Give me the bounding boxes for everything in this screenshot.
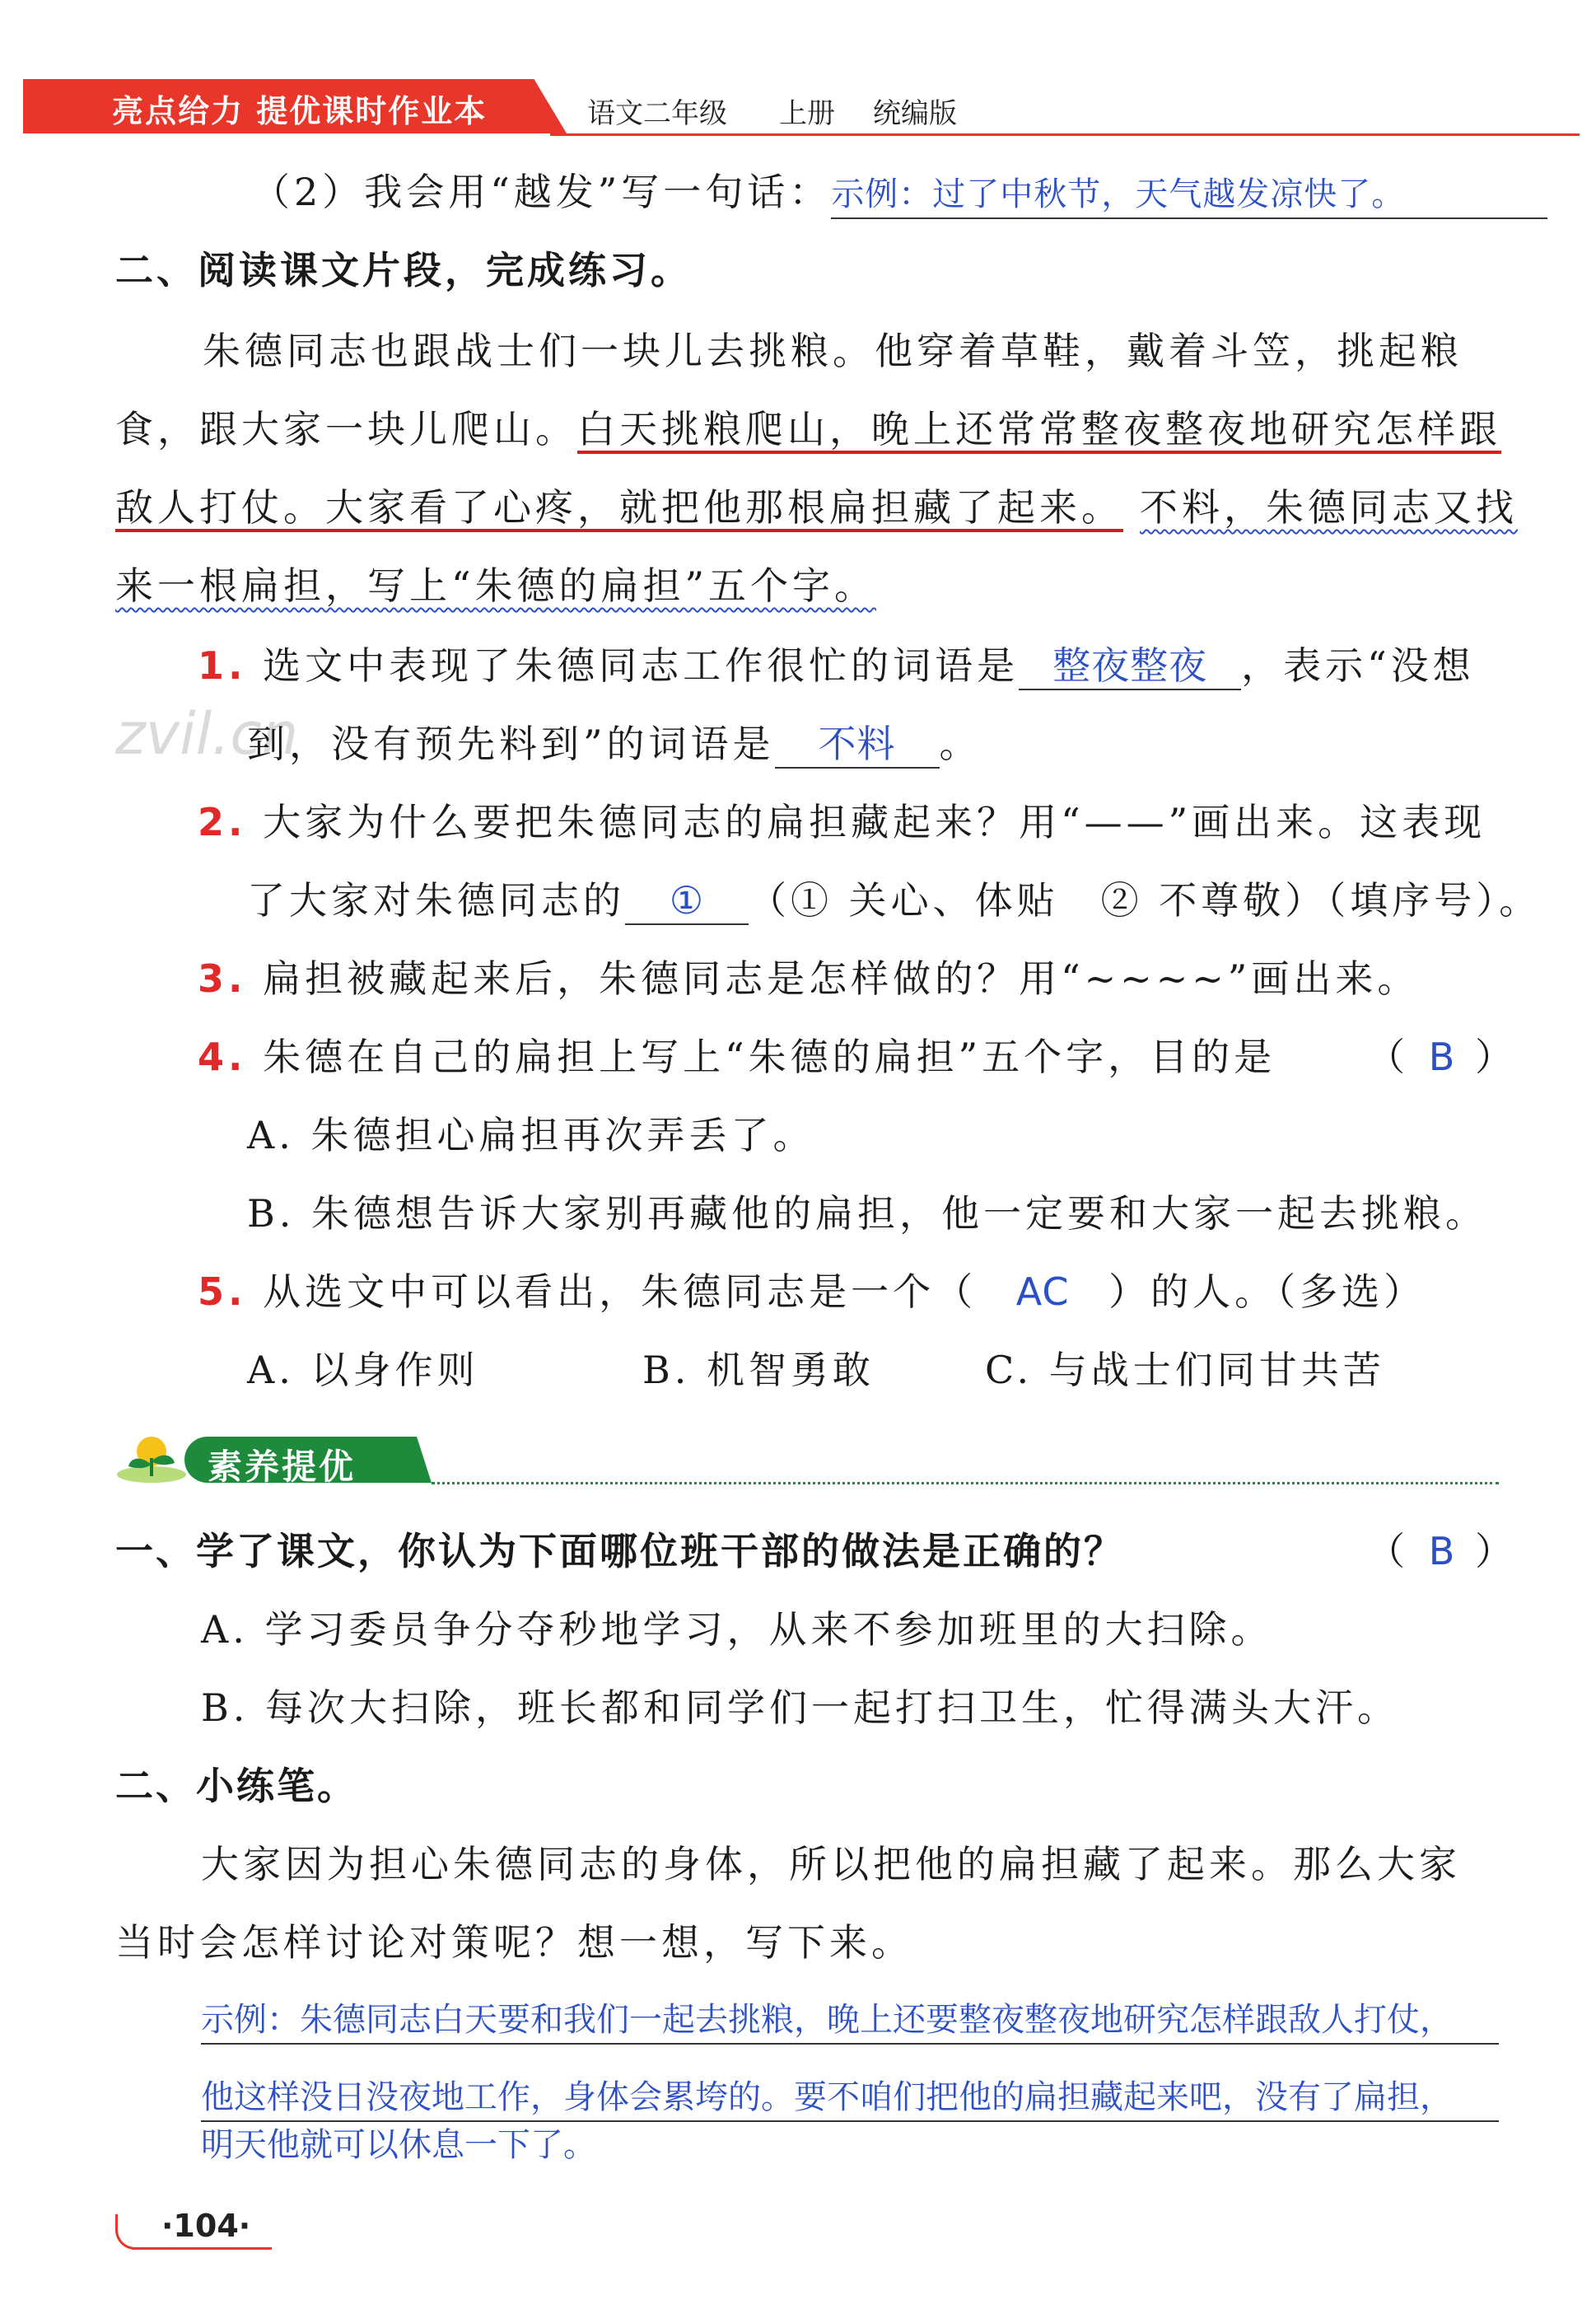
question-2-number: 2. [198, 800, 247, 844]
question-3-number: 3. [198, 956, 247, 1001]
question-4-paren-left: （ [1367, 1035, 1409, 1079]
section2-heading: 二、阅读课文片段，完成练习。 [115, 248, 692, 292]
suyang-q1-option-b: B. 每次大扫除，班长都和同学们一起打扫卫生，忙得满头大汗。 [201, 1685, 1400, 1730]
passage-line-3 [115, 484, 1518, 531]
question-1-text-a: 选文中表现了朱德同志工作很忙的词语是 [263, 643, 1020, 688]
question-1-answer-a: 整夜整夜 [1019, 643, 1241, 690]
suyang-q1-answer: B [1428, 1529, 1456, 1573]
suyang-q1-answer-paren [1367, 1528, 1517, 1574]
question-4-text: 朱德在自己的扁担上写上“朱德的扁担”五个字，目的是 [263, 1035, 1276, 1079]
question-2-line-1 [198, 799, 1486, 845]
suyang-q2-answer-line-3: 明天他就可以休息一下了。 [201, 2126, 596, 2164]
question-5-option-b: B. 机智勇敢 [642, 1348, 875, 1392]
question-1-number: 1. [198, 643, 247, 688]
footer [115, 2204, 280, 2254]
question-1-line-1 [198, 643, 1475, 690]
header-subject: 语文二年级 [587, 97, 727, 130]
question-4-option-a: A. 朱德担心扁担再次弄丢了。 [247, 1113, 815, 1157]
passage-red-2: 白天挑粮爬山，晚上还常常整夜整夜地研究怎样跟 [577, 407, 1501, 451]
passage-line-2 [115, 406, 1501, 452]
question-1-text-d: 。 [939, 722, 982, 766]
passage-red-3: 敌人打仗。大家看了心疼，就把他那根扁担藏了起来。 [115, 485, 1123, 530]
page-number: ·104· [161, 2208, 251, 2244]
passage-line-1: 朱德同志也跟战士们一块儿去挑粮。他穿着草鞋，戴着斗笠，挑起粮 [203, 329, 1463, 373]
question-1-answer-b: 不料 [775, 721, 940, 769]
suyang-banner-label: 素养提优 [208, 1447, 357, 1487]
question-1-line-2 [247, 721, 982, 769]
question-4-line [198, 1034, 1276, 1080]
suyang-q2-answer-line-2: 他这样没日没夜地工作，身体会累垮的。要不咱们把他的扁担藏起来吧，没有了扁担， [201, 2074, 1499, 2122]
footer-rule [132, 2247, 272, 2250]
question-5-line [198, 1269, 1426, 1315]
question-4-answer-paren [1367, 1034, 1517, 1080]
header-bar [23, 79, 1580, 135]
passage-line-4 [115, 563, 876, 609]
header-edition: 统编版 [873, 97, 957, 130]
question-2-answer: ① [625, 877, 749, 925]
top-item-prefix: （2）我会用“越发”写一句话： [252, 170, 832, 214]
question-2-text-c: （① 关心、体贴 ② 不尊敬）（填序号）。 [749, 878, 1542, 923]
question-5-answer: AC [1015, 1269, 1070, 1314]
watermark: zvil.cn [115, 700, 299, 768]
question-5-text-a: 从选文中可以看出，朱德同志是一个（ [263, 1269, 978, 1314]
passage-wavy-4: 来一根扁担，写上“朱德的扁担”五个字。 [115, 563, 877, 608]
suyang-q2-heading: 二、小练笔。 [115, 1764, 357, 1808]
question-2-line-2 [247, 877, 1541, 925]
top-item-answer: 示例：过了中秋节，天气越发凉快了。 [831, 171, 1547, 219]
suyang-banner-dotted-line [432, 1482, 1499, 1484]
question-4-paren-right: ） [1475, 1035, 1517, 1079]
suyang-q1-paren-left: （ [1367, 1529, 1409, 1573]
header-brand: 亮点给力 提优课时作业本 [112, 93, 488, 129]
sprout-icon [115, 1433, 189, 1486]
header-volume: 上册 [779, 97, 835, 130]
question-5-number: 5. [198, 1269, 247, 1314]
question-4-answer: B [1428, 1035, 1456, 1079]
suyang-q1-paren-right: ） [1475, 1529, 1517, 1573]
question-4-option-b: B. 朱德想告诉大家别再藏他的扁担，他一定要和大家一起去挑粮。 [247, 1191, 1488, 1236]
question-3-line [198, 956, 1419, 1002]
question-5-option-c: C. 与战士们同甘共苦 [985, 1348, 1385, 1392]
top-item [252, 169, 1547, 219]
suyang-q1-heading: 一、学了课文，你认为下面哪位班干部的做法是正确的？ [115, 1529, 1124, 1573]
question-2-text-b: 了大家对朱德同志的 [247, 878, 625, 923]
passage-wavy-3: 不料，朱德同志又找 [1140, 485, 1518, 530]
question-5-text-b: ）的人。（多选） [1108, 1269, 1426, 1314]
question-4-number: 4. [198, 1035, 247, 1079]
suyang-q1-option-a: A. 学习委员争分夺秒地学习，从来不参加班里的大扫除。 [201, 1607, 1273, 1652]
question-2-text-a: 大家为什么要把朱德同志的扁担藏起来？用“——”画出来。这表现 [263, 800, 1486, 844]
question-1-text-c: 到，没有预先料到”的词语是 [247, 722, 775, 766]
suyang-banner [115, 1433, 1499, 1486]
question-5-option-a: A. 以身作则 [247, 1348, 479, 1392]
suyang-q2-prompt-2: 当时会怎样讨论对策呢？想一想，写下来。 [115, 1920, 913, 1965]
footer-curl [115, 2214, 151, 2250]
question-3-text: 扁担被藏起来后，朱德同志是怎样做的？用“~~~~”画出来。 [263, 956, 1420, 1001]
suyang-q2-answer-line-1: 示例：朱德同志白天要和我们一起去挑粮，晚上还要整夜整夜地研究怎样跟敌人打仗， [201, 1997, 1499, 2045]
passage-plain-2: 食，跟大家一块儿爬山。 [115, 407, 577, 451]
suyang-q2-prompt-1: 大家因为担心朱德同志的身体，所以把他的扁担藏了起来。那么大家 [201, 1842, 1461, 1886]
header-rule [550, 133, 1580, 136]
question-1-text-b: ，表示“没想 [1241, 643, 1475, 688]
